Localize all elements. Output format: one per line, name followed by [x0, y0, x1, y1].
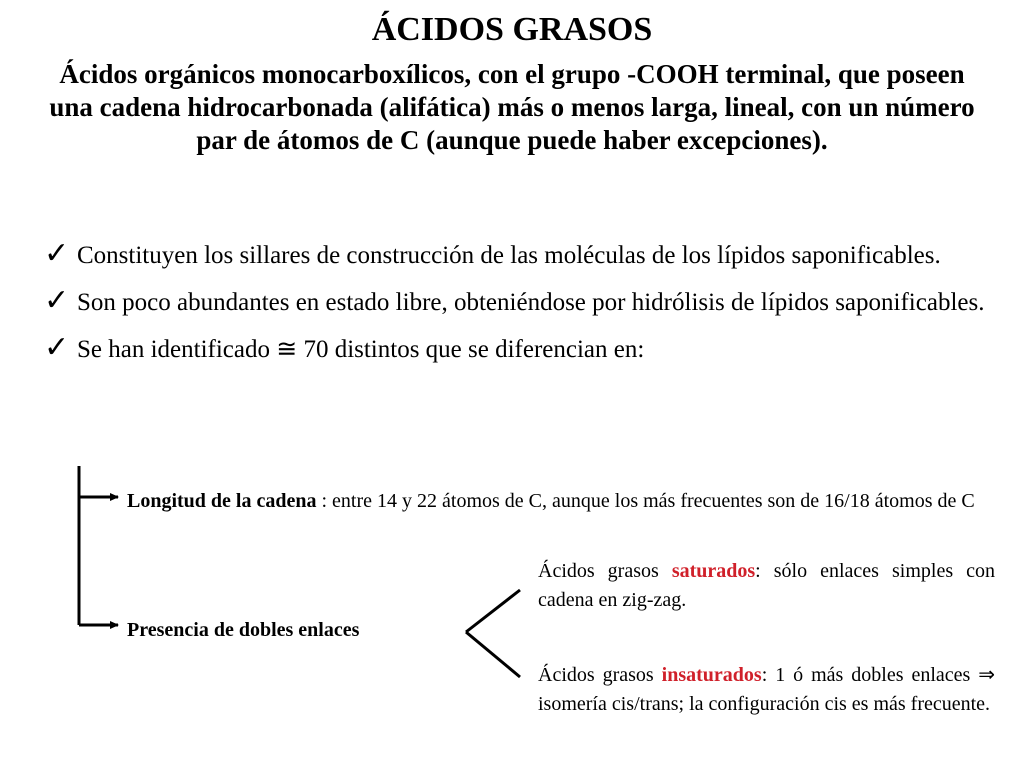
chain-length-text: [127, 487, 995, 516]
tree-connector: [79, 466, 118, 625]
chain-length-detail: : entre 14 y 22 átomos de C, aunque los más frecuentes son de 16/18 átomos de C: [316, 490, 975, 512]
branch-line-saturated: [466, 590, 520, 632]
chain-length-label: Longitud de la cadena: [127, 490, 317, 512]
unsaturated-keyword: insaturados: [661, 664, 762, 686]
bullet-text: Se han identificado ≅ 70 distintos que se diferencian en:: [77, 336, 645, 363]
branch-connector: [466, 590, 520, 677]
bullet-list: [44, 232, 988, 373]
checkmark-icon: ✓: [44, 330, 70, 365]
bullet-item: [44, 279, 988, 326]
slide-title: ÁCIDOS GRASOS: [371, 11, 653, 48]
checkmark-icon: ✓: [44, 236, 70, 271]
definition-text: Ácidos orgánicos monocarboxílicos, con el grupo -COOH terminal, que poseen una cadena hidrocarbonada (alifática) más o menos larga, lineal, con un número par de átomos de C (aunque puede haber excepciones).: [49, 59, 975, 155]
double-bonds-label: Presencia de dobles enlaces: [127, 619, 360, 641]
saturated-text: [538, 557, 995, 615]
saturated-detail: : sólo enlaces simples con cadena en zig-zag.: [538, 560, 995, 611]
saturated-keyword: saturados: [671, 560, 756, 582]
unsaturated-detail-a: : 1 ó más dobles enlaces: [761, 664, 979, 686]
unsaturated-text: [538, 660, 995, 719]
unsaturated-detail-b: isomería cis/trans; la configuración cis es más frecuente.: [538, 693, 991, 715]
implies-arrow-icon: ⇒: [978, 662, 996, 686]
bullet-item: [44, 326, 988, 373]
saturated-prefix: Ácidos grasos: [538, 560, 672, 582]
bullet-text: Constituyen los sillares de construcción de las moléculas de los lípidos saponificables.: [77, 242, 941, 269]
bullet-item: [44, 232, 988, 279]
branch-line-unsaturated: [466, 632, 520, 677]
unsaturated-prefix: Ácidos grasos: [538, 664, 662, 686]
bullet-text: Son poco abundantes en estado libre, obteniéndose por hidrólisis de lípidos saponificables.: [77, 289, 985, 316]
checkmark-icon: ✓: [44, 283, 70, 318]
